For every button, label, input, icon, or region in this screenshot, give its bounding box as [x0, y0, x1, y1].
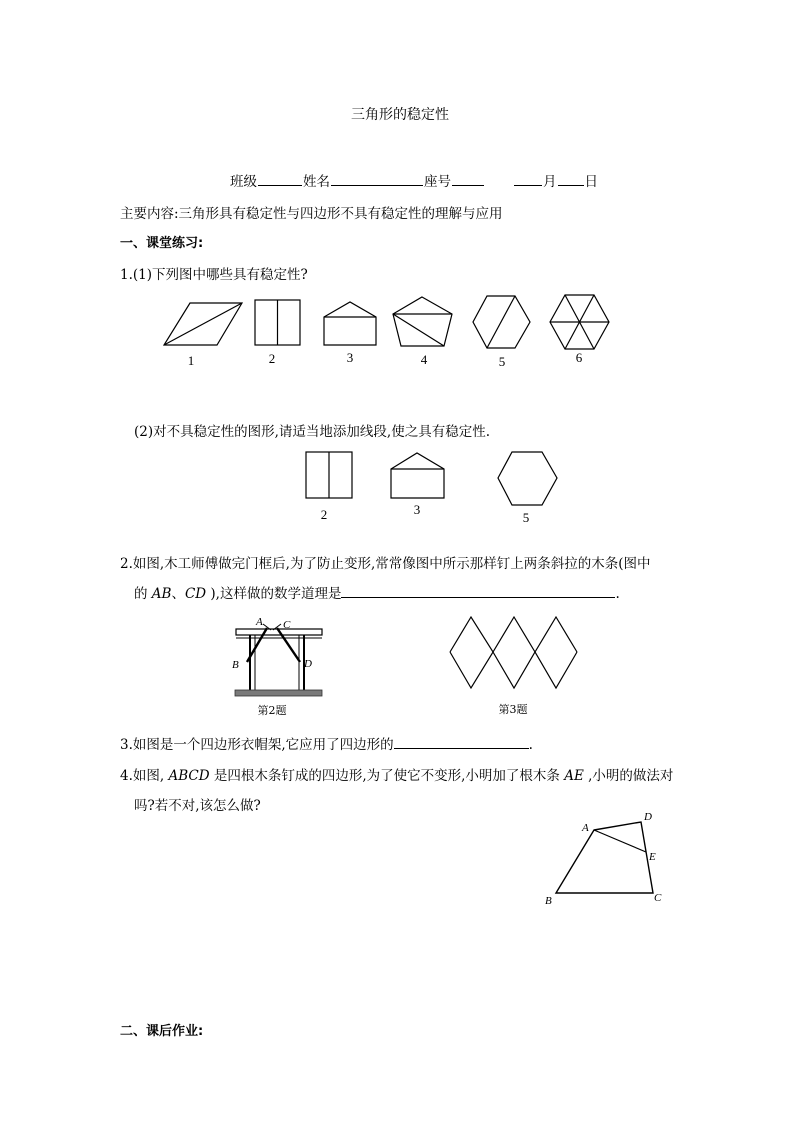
question-4-line-1: 4.如图, ABCD 是四根木条钉成的四边形,为了使它不变形,小明加了根木条 AE ,小明的做法对 [120, 768, 674, 784]
door-label-a: A [256, 616, 263, 628]
shape2-label-2: 2 [320, 507, 328, 522]
shape-label-1: 1 [187, 353, 195, 368]
quad-label-a: A [582, 822, 589, 834]
question-1-1: 1.(1)下列图中哪些具有稳定性? [120, 267, 308, 283]
fig3-caption: 第3题 [498, 703, 528, 716]
class-label: 班级 [230, 174, 257, 190]
door-label-d: D [304, 658, 312, 670]
question-1-2: (2)对不具稳定性的图形,请适当地添加线段,使之具有稳定性. [134, 424, 490, 440]
door-label-b: B [232, 659, 239, 671]
seat-label: 座号 [424, 174, 451, 190]
shape-label-3: 3 [346, 350, 354, 365]
segment-ae [594, 830, 646, 852]
section-heading-2: 二、课后作业: [120, 1024, 204, 1039]
door-label-c: C [283, 619, 291, 631]
section-heading-1: 一、课堂练习: [120, 236, 204, 251]
quad-abcd [556, 822, 653, 893]
page-title: 三角形的稳定性 [351, 107, 449, 123]
quad-label-d: D [644, 811, 652, 823]
shape-label-2: 2 [268, 351, 276, 366]
quad-label-b: B [545, 895, 552, 907]
month-label: 月 [543, 174, 557, 190]
main-content: 主要内容:三角形具有稳定性与四边形不具有稳定性的理解与应用 [120, 206, 503, 222]
quad-label-e: E [649, 851, 656, 863]
shape-label-6: 6 [575, 350, 583, 365]
question-4-line-2: 吗?若不对,该怎么做? [134, 798, 261, 814]
shape2-label-5: 5 [522, 510, 530, 525]
shape-label-5: 5 [498, 354, 506, 369]
quad-label-c: C [654, 892, 662, 904]
day-label: 日 [584, 174, 598, 190]
name-label: 姓名 [303, 174, 330, 190]
question-3: 3.如图是一个四边形衣帽架,它应用了四边形的 . [120, 737, 533, 753]
question-2-line-1: 2.如图,木工师傅做完门框后,为了防止变形,常常像图中所示那样钉上两条斜拉的木条(图中 [120, 556, 651, 572]
question-2-line-2: 的 AB、CD ),这样做的数学道理是 . [134, 586, 620, 602]
shape-label-4: 4 [420, 352, 428, 367]
shape2-label-3: 3 [413, 502, 421, 517]
fig2-caption: 第2题 [257, 704, 287, 717]
